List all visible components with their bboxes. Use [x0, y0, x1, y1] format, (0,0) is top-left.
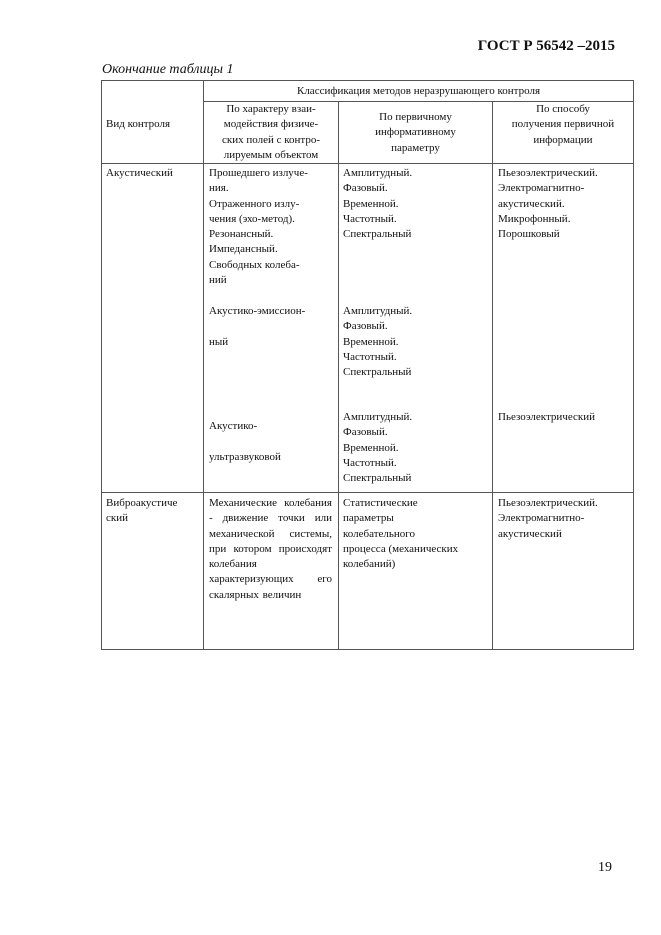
cell-method: Пьезоэлектрический. Электромагнитно- акустический. Микрофонный. Порошковый — [498, 167, 598, 241]
header-type: Вид контроля — [106, 118, 171, 130]
document-id: ГОСТ Р 56542 –2015 — [477, 38, 615, 54]
cell-interaction: Механические колебания - движение точки или механической системы, при котором происходят колебания характеризующих его скалярных величин — [209, 497, 332, 601]
table-caption: Окончание таблицы 1 — [102, 62, 234, 77]
cell-interaction: Акустико- ультразвуковой — [209, 420, 281, 463]
cell-parameter: Статистические параметры колебательного процесса (механических колебаний) — [343, 497, 459, 571]
table-border — [101, 649, 634, 650]
header-group: Классификация методов неразрушающего контроля — [296, 85, 541, 97]
cell-parameter: Амплитудный. Фазовый. Временной. Частотный. Спектральный — [343, 305, 413, 379]
table-divider — [203, 80, 204, 650]
table-divider — [101, 492, 634, 493]
cell-parameter: Амплитудный. Фазовый. Временной. Частотный. Спектральный — [343, 167, 413, 241]
cell-type: Акустический — [106, 167, 173, 179]
header-parameter: По первичному информативному параметру — [375, 111, 456, 154]
table-divider — [101, 163, 634, 164]
table-divider — [492, 101, 493, 650]
header-interaction: По характеру взаи- модействия физиче- ских полей с контро- лируемым объектом — [221, 103, 321, 161]
header-method: По способу получения первичной информации — [511, 103, 615, 146]
page-number: 19 — [598, 860, 612, 875]
cell-method: Пьезоэлектрический. Электромагнитно- акустический — [498, 497, 598, 540]
cell-type: Виброакустиче ский — [106, 497, 178, 525]
table-border — [101, 80, 634, 81]
cell-parameter: Амплитудный. Фазовый. Временной. Частотный. Спектральный — [343, 411, 413, 485]
cell-method: Пьезоэлектрический — [498, 411, 596, 423]
table-border — [633, 80, 634, 650]
cell-interaction: Прошедшего излуче- ния. Отраженного излу- чения (эхо-метод). Резонансный. Импедансный. Свободных колеба- ний — [209, 167, 308, 287]
cell-interaction: Акустико-эмиссион- ный — [209, 305, 306, 348]
table-border — [101, 80, 102, 650]
table-divider — [338, 101, 339, 650]
